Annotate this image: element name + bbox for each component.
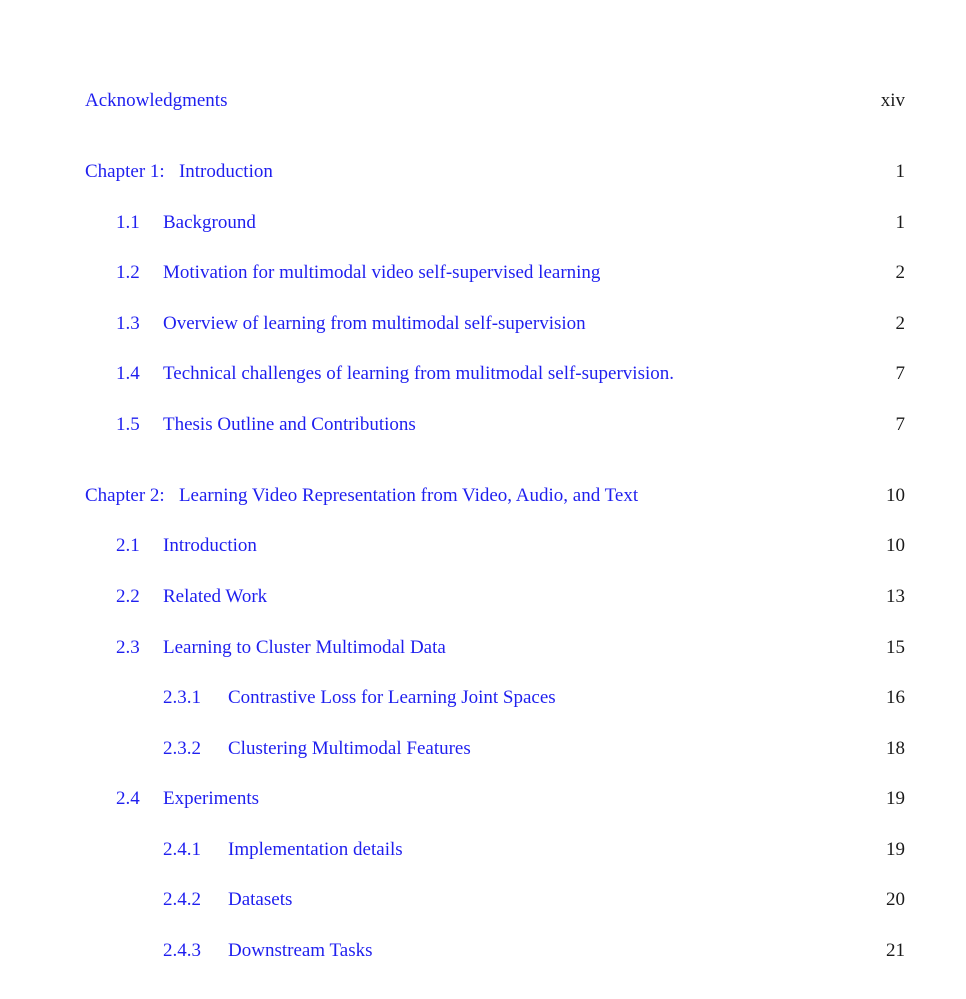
toc-entry-title[interactable] bbox=[85, 483, 658, 509]
toc-entry-title[interactable]: Motivation for multimodal video self-supervised learning bbox=[163, 260, 610, 286]
toc-page-number: 2 bbox=[895, 262, 905, 283]
toc-entry-title[interactable]: Acknowledgments bbox=[85, 88, 237, 114]
section-number[interactable]: 2.1 bbox=[116, 535, 140, 556]
toc-page-number: 10 bbox=[886, 485, 905, 506]
toc-entry-section-2-4[interactable] bbox=[116, 786, 905, 812]
toc-entry-title[interactable]: Contrastive Loss for Learning Joint Spaces bbox=[228, 685, 566, 711]
toc-entry-section-1-2[interactable] bbox=[116, 260, 905, 286]
chapter-label: Chapter 1: bbox=[85, 161, 165, 182]
toc-entry-title[interactable] bbox=[85, 159, 292, 185]
toc-page-number: 20 bbox=[886, 889, 905, 910]
toc-entry-title[interactable]: Clustering Multimodal Features bbox=[228, 736, 481, 762]
toc-page-number: 19 bbox=[886, 788, 905, 809]
toc-entry-title[interactable]: Related Work bbox=[163, 584, 277, 610]
subsection-number[interactable]: 2.3.1 bbox=[163, 687, 201, 708]
toc-entry-subsection-2-4-2[interactable] bbox=[163, 887, 905, 913]
toc-page-number: 13 bbox=[886, 586, 905, 607]
toc-page-number: 18 bbox=[886, 738, 905, 759]
toc-page-number: 7 bbox=[895, 363, 905, 384]
section-number[interactable]: 1.2 bbox=[116, 262, 140, 283]
toc-entry-title[interactable]: Thesis Outline and Contributions bbox=[163, 412, 426, 438]
toc-entry-section-1-5[interactable] bbox=[116, 412, 905, 438]
toc-entry-section-2-3[interactable] bbox=[116, 635, 905, 661]
toc-entry-section-1-4[interactable] bbox=[116, 361, 905, 387]
section-number[interactable]: 1.4 bbox=[116, 363, 140, 384]
subsection-number[interactable]: 2.3.2 bbox=[163, 738, 201, 759]
toc-page-number: 1 bbox=[895, 212, 905, 233]
toc-entry-chapter-2[interactable] bbox=[85, 483, 905, 509]
section-number[interactable]: 2.3 bbox=[116, 637, 140, 658]
chapter-label: Chapter 2: bbox=[85, 485, 165, 506]
toc-entry-title[interactable]: Experiments bbox=[163, 786, 269, 812]
toc-page-number: 21 bbox=[886, 940, 905, 961]
toc-entry-subsection-2-3-2[interactable] bbox=[163, 736, 905, 762]
toc-entry-acknowledgments[interactable] bbox=[85, 88, 905, 114]
subsection-number[interactable]: 2.4.3 bbox=[163, 940, 201, 961]
section-number[interactable]: 1.3 bbox=[116, 313, 140, 334]
toc-page-number: 2 bbox=[895, 313, 905, 334]
subsection-number[interactable]: 2.4.1 bbox=[163, 839, 201, 860]
subsection-number[interactable]: 2.4.2 bbox=[163, 889, 201, 910]
toc-entry-title[interactable]: Technical challenges of learning from mulitmodal self-supervision. bbox=[163, 361, 678, 387]
section-number[interactable]: 1.1 bbox=[116, 212, 140, 233]
toc-entry-title[interactable]: Background bbox=[163, 210, 266, 236]
toc-entry-chapter-1[interactable] bbox=[85, 159, 905, 185]
toc-page-number: 1 bbox=[895, 161, 905, 182]
toc-entry-title[interactable]: Introduction bbox=[163, 533, 267, 559]
toc-entry-title[interactable]: Implementation details bbox=[228, 837, 413, 863]
toc-page-number: 16 bbox=[886, 687, 905, 708]
toc-entry-subsection-2-4-3[interactable] bbox=[163, 938, 905, 964]
section-number[interactable]: 2.2 bbox=[116, 586, 140, 607]
toc-entry-title[interactable]: Learning to Cluster Multimodal Data bbox=[163, 635, 450, 661]
toc-page-number: 7 bbox=[895, 414, 905, 435]
toc-page-number: 15 bbox=[886, 637, 905, 658]
toc-entry-title[interactable]: Overview of learning from multimodal self-supervision bbox=[163, 311, 596, 337]
toc-entry-section-1-1[interactable] bbox=[116, 210, 905, 236]
toc-entry-title[interactable]: Datasets bbox=[228, 887, 302, 913]
toc-entry-section-1-3[interactable] bbox=[116, 311, 905, 337]
toc-page-number: 10 bbox=[886, 535, 905, 556]
toc-entry-subsection-2-3-1[interactable] bbox=[163, 685, 905, 711]
toc-entry-subsection-2-4-1[interactable] bbox=[163, 837, 905, 863]
toc-entry-title[interactable]: Downstream Tasks bbox=[228, 938, 383, 964]
toc-entry-section-2-2[interactable] bbox=[116, 584, 905, 610]
toc-entry-section-2-1[interactable] bbox=[116, 533, 905, 559]
chapter-title: Learning Video Representation from Video, Audio, and Text bbox=[178, 485, 639, 506]
chapter-title: Introduction bbox=[178, 161, 273, 182]
section-number[interactable]: 2.4 bbox=[116, 788, 140, 809]
toc-page-number: 19 bbox=[886, 839, 905, 860]
section-number[interactable]: 1.5 bbox=[116, 414, 140, 435]
toc-page-number: xiv bbox=[880, 90, 905, 111]
